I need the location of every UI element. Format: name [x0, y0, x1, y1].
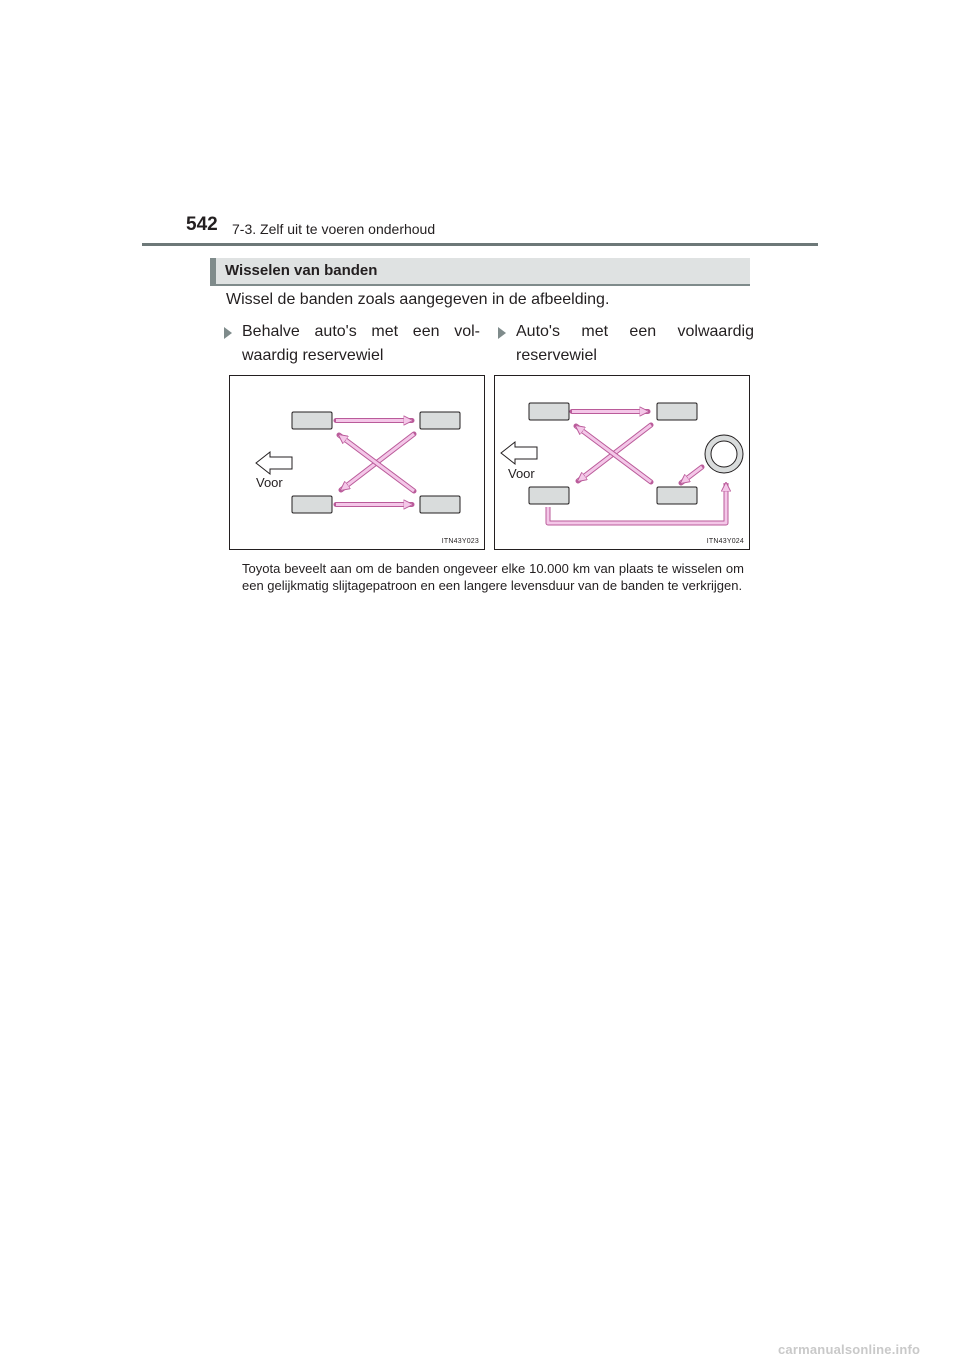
figure-code: ITN43Y023: [441, 538, 479, 545]
front-label: Voor: [256, 475, 283, 490]
spare-tire: [705, 435, 743, 473]
figure-code: ITN43Y024: [706, 538, 744, 545]
rotation-diagram-graphic: [495, 376, 749, 549]
tire-rear-right: [420, 496, 460, 513]
page-number: 542: [186, 214, 218, 235]
option-with-full-spare: [500, 320, 754, 368]
front-label: Voor: [508, 466, 535, 481]
rotation-diagram-graphic: [230, 376, 484, 549]
front-direction-arrow: [256, 452, 292, 474]
rotation-arrows: [336, 421, 414, 505]
rotation-diagram-four-tires: [229, 375, 485, 550]
triangle-bullet-icon: [498, 327, 506, 339]
tire-front-right: [292, 496, 332, 513]
header-rule: [142, 243, 818, 246]
chapter-title: 7-3. Zelf uit te voeren onderhoud: [232, 221, 436, 237]
front-direction-arrow: [501, 442, 537, 464]
option-label: Auto's met een volwaardig reservewiel: [516, 323, 754, 364]
tire-rear-left: [420, 412, 460, 429]
option-without-full-spare: [226, 320, 480, 368]
triangle-bullet-icon: [224, 327, 232, 339]
rotation-advice-text: Toyota beveelt aan om de banden ongeveer elke 10.000 km van plaats te wisselen om een gelijkmatig slijtagepatroon en een langere levensduur van de banden te verkrijgen.: [242, 561, 744, 593]
section-marker: [210, 258, 216, 284]
rotation-diagram-with-spare: [494, 375, 750, 550]
option-label: Behalve auto's met een vol-waardig reservewiel: [242, 323, 480, 364]
watermark: carmanualsonline.info: [778, 1342, 921, 1357]
intro-text: Wissel de banden zoals aangegeven in de afbeelding.: [226, 291, 610, 308]
rotation-arrows: [548, 412, 726, 524]
section-title: Wisselen van banden: [225, 262, 378, 279]
tire-front-left: [529, 403, 569, 420]
tire-front-left: [292, 412, 332, 429]
tire-rear-left: [657, 403, 697, 420]
section-heading-bar: [210, 258, 750, 286]
tire-rear-right: [657, 487, 697, 504]
tire-front-right: [529, 487, 569, 504]
